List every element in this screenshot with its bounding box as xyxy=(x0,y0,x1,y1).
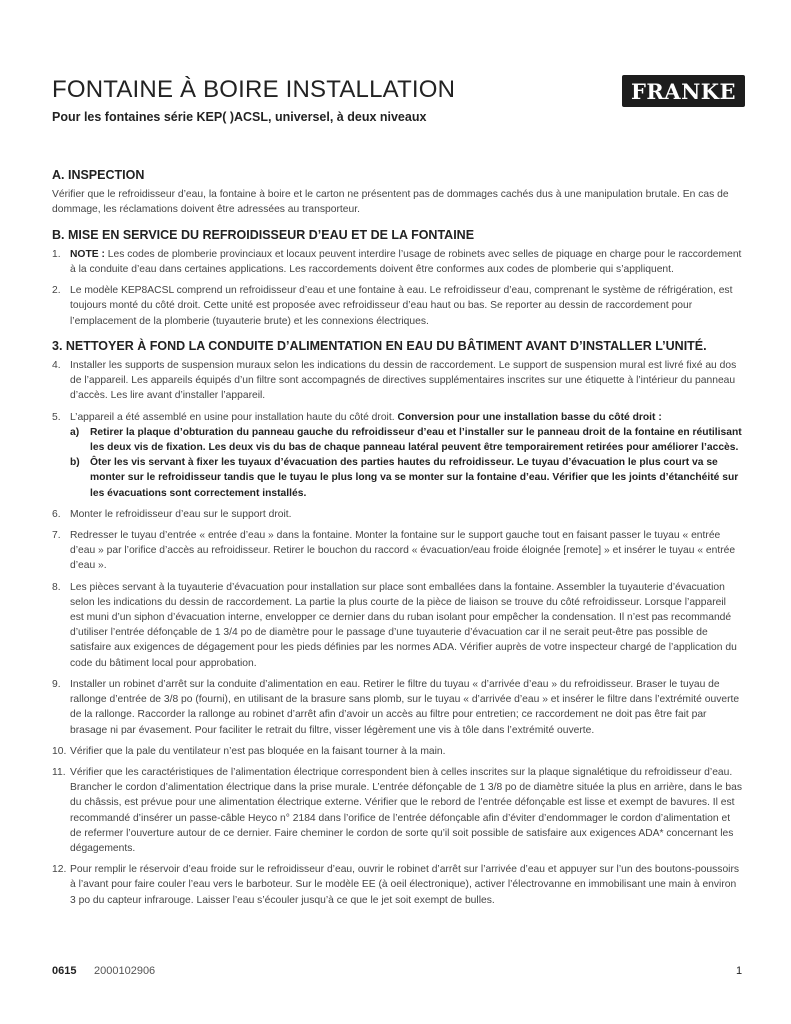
list-item xyxy=(52,744,742,759)
item-number: 9. xyxy=(52,678,61,690)
list-item xyxy=(52,358,742,404)
conversion-label: Conversion pour une installation basse du côté droit : xyxy=(397,411,662,423)
item-text: Vérifier que les caractéristiques de l’alimentation électrique correspondent bien à celles inscrites sur la plaque signalétique du refroidisseur d’eau. Brancher le cordon d’alimentation électrique dans la prise murale. L’entrée défonçable de 1 3/8 po de diamètre située la plus en arrière, dans le bas du châssis, est prévue pour une alimentation électrique externe. Vérifier que le rebord de l’entrée défonçable est lisse et exempt de bavures. Il est recommandé d’insérer un passe-câble Heyco n° 2184 dans l’orifice de l’entrée défonçable afin d’éviter d’endommager le cordon d’alimentation et de refermer l’ouverture autour de ce dernier. Faire cheminer le cordon de sorte qu’il soit possible de satisfaire aux exigences ADA* concernant les dégagements. xyxy=(70,766,742,854)
list-item xyxy=(52,247,742,277)
sub-item-letter: a) xyxy=(70,426,80,438)
section-heading: 3. NETTOYER À FOND LA CONDUITE D’ALIMENTATION EN EAU DU BÂTIMENT AVANT D’INSTALLER L’UNITÉ. xyxy=(52,338,707,353)
page-subtitle: Pour les fontaines série KEP( )ACSL, universel, à deux niveaux xyxy=(52,110,427,124)
item-text: Installer les supports de suspension muraux selon les indications du dessin de raccordement. Le support de suspension mural est livré fixé au dos de l’appareil. Les appareils équipés d’un filtre sont accompagnés de directives supplémentaires inscrites sur une étiquette à l’intérieur du panneau d’accès. Les lire avant d’installer l’appareil. xyxy=(70,360,737,402)
item-text: Les pièces servant à la tuyauterie d’évacuation pour installation sur place sont emballées dans la fontaine. Assembler la tuyauterie d’évacuation selon les indications du dessin de raccordement. La partie la plus courte de la pièce de liaison se trouve du côté refroidisseur. Lorsque l’appareil est muni d’un siphon d’évacuation interne, envelopper ce dernier dans du ruban isolant pour empêcher la condensation. Il n’est pas recommandé d’utiliser l’entrée défonçable de 1 3/4 po de diamètre pour le passage d’une tuyauterie d’évacuation car il ne serait peut-être pas possible de satisfaire aux exigences de dégagement pour les pieds définies par les normes ADA. Vérifier auprès de votre inspecteur chargé de l’application du code du bâtiment local pour approbation. xyxy=(70,581,737,669)
item-number: 2. xyxy=(52,285,61,297)
item-text: Vérifier que la pale du ventilateur n’est pas bloquée en la faisant tourner à la main. xyxy=(70,745,446,757)
section-inspection xyxy=(52,168,742,218)
page-number: 1 xyxy=(736,965,743,977)
section-text: Vérifier que le refroidisseur d’eau, la fontaine à boire et le carton ne présentent pas de dommages cachés dus à une manipulation brutale. En cas de dommage, les réclamations doivent être adressées au transporteur. xyxy=(52,189,729,216)
item-text: L’appareil a été assemblé en usine pour installation haute du côté droit. xyxy=(70,411,398,423)
footer-document-number: 2000102906 xyxy=(94,965,156,977)
item-text: Les codes de plomberie provinciaux et locaux peuvent interdire l’usage de robinets avec selles de piquage en charge pour le raccordement à la conduite d’eau dans certaines applications. Les raccordements doivent être conformes aux codes de plomberie qui s’appliquent. xyxy=(70,248,742,276)
sub-item-text: Retirer la plaque d’obturation du panneau gauche du refroidisseur d’eau et l’installer sur le panneau droit de la fontaine en réutilisant les deux vis de fixation. Les deux vis du bas de chaque panneau latéral peuvent être temporairement retirées pour améliorer l’accès. xyxy=(90,426,742,454)
franke-logo xyxy=(622,75,745,107)
logo-text: FRANKE xyxy=(630,78,737,104)
list-item xyxy=(52,507,742,522)
sub-item-letter: b) xyxy=(70,457,80,469)
item-number: 7. xyxy=(52,530,61,542)
sub-item-text: Ôter les vis servant à fixer les tuyaux d’évacuation des parties hautes du refroidisseur. Le tuyau d’évacuation le plus court va se monter sur le refroidisseur tandis que le tuyau le plus long va se monter sur la fontaine d’eau. Vérifier que les joints d’étanchéité sur les évacuations sont correctement installés. xyxy=(90,457,739,499)
setup-list xyxy=(52,247,742,329)
item-text: Pour remplir le réservoir d’eau froide sur le refroidisseur d’eau, ouvrir le robinet d’arrêt sur l’arrivée d’eau et appuyer sur l’un des boutons-poussoirs à l’avant pour faire couler l’eau vers le barboteur. Sur le modèle EE (à oeil électronique), activer l’électrovanne en immobilisant une main à environ 3 po du capteur infrarouge. Laisser l’eau s’écouler jusqu’à ce que le jet soit exempt de bulles. xyxy=(70,864,740,906)
section-heading: B. MISE EN SERVICE DU REFROIDISSEUR D’EAU ET DE LA FONTAINE xyxy=(52,227,475,242)
footer-date-code: 0615 xyxy=(52,965,77,977)
list-item xyxy=(52,862,742,908)
list-item xyxy=(52,677,742,738)
page-title: FONTAINE À BOIRE INSTALLATION xyxy=(52,76,456,103)
section-heading: A. INSPECTION xyxy=(52,168,145,182)
sub-item xyxy=(70,425,742,455)
item-text: Installer un robinet d’arrêt sur la conduite d’alimentation en eau. Retirer le filtre du tuyau « d’arrivée d’eau » du refroidisseur. Braser le tuyau de rallonge d’entrée de 3/8 po (fourni), en utilisant de la brasure sans plomb, sur le tuyau « d’arrivée d’eau » et insérer le filtre dans l’extrémité ouverte de la rallonge. Raccorder la rallonge au robinet d’arrêt afin d’avoir un accès au filtre pour entretien; ce raccordement ne doit pas être fait par brasage ni par évasement. Pour faciliter le retrait du filtre, visser légèrement une vis à tôle dans l’extrémité ouverte. xyxy=(70,678,740,736)
item-text: Monter le refroidisseur d’eau sur le support droit. xyxy=(70,508,292,520)
section-clean-supply xyxy=(52,339,742,908)
item-number: 1. xyxy=(52,248,61,260)
item-number: 10. xyxy=(52,745,67,757)
list-item xyxy=(52,580,742,671)
list-item xyxy=(52,410,742,501)
section-setup xyxy=(52,228,742,329)
item-number: 11. xyxy=(52,766,66,778)
item-number: 4. xyxy=(52,360,61,372)
document-body xyxy=(52,168,742,918)
sub-item xyxy=(70,455,742,501)
installation-list xyxy=(52,358,742,908)
item-number: 8. xyxy=(52,581,61,593)
list-item xyxy=(52,528,742,574)
item-number: 12. xyxy=(52,864,67,876)
item-number: 6. xyxy=(52,508,61,520)
list-item xyxy=(52,283,742,329)
item-number: 5. xyxy=(52,411,61,423)
item-text: Redresser le tuyau d’entrée « entrée d’eau » dans la fontaine. Monter la fontaine sur le support gauche tout en faisant passer le tuyau « entrée d’eau » par l’orifice d’accès au refroidisseur. Retirer le bouchon du raccord « évacuation/eau froide éloignée [remote] » et insérer le tuyau « entrée d’eau ». xyxy=(70,530,736,572)
item-text: Le modèle KEP8ACSL comprend un refroidisseur d’eau et une fontaine à eau. Le refroidisseur d’eau, comprenant le système de réfrigération, est toujours monté du côté droit. Cette unité est proposée avec refroidisseur d’eau haut ou bas. Se reporter au dessin de raccordement pour l’emplacement de la plomberie (tuyauterie brute) et les connexions électriques. xyxy=(70,285,733,327)
note-label: NOTE : xyxy=(70,248,105,260)
list-item xyxy=(52,765,742,856)
